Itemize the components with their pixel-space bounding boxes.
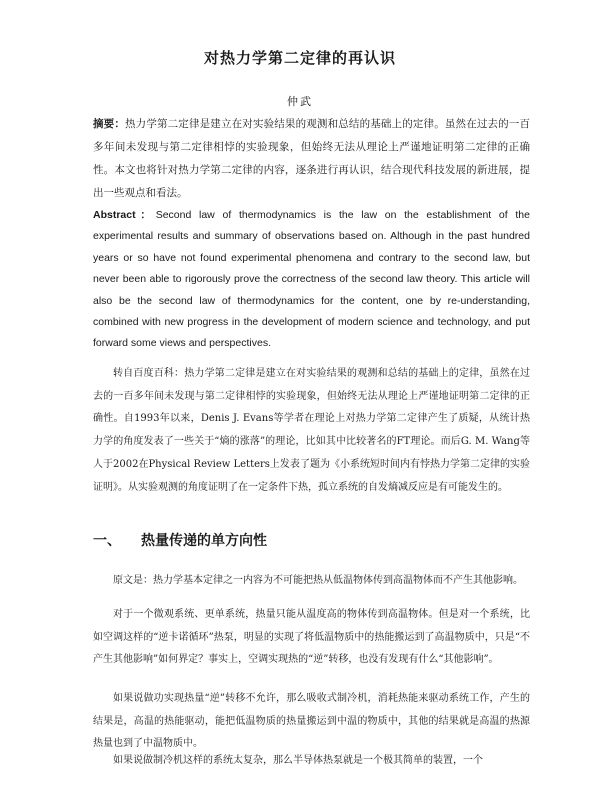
body-paragraph: 原文是：热力学基本定律之一内容为不可能把热从低温物体传到高温物体而不产生其他影响。 [113,575,523,586]
section-heading [93,530,267,550]
abstract-cn-text: 热力学第二定律是建立在对实验结果的观测和总结的基础上的定律。虽然在过去的一百多年间未发现与第二定律相悖的实验现象，但始终无法从理论上严谨地证明第二定律的正确性。本文也将针对热力学第二定律的内容，逐条进行再认识，结合现代科技发展的新进展，提出一些观点和看法。 [93,118,531,199]
abstract-en-label: Abstract： [93,209,156,221]
abstract-english [93,205,530,355]
abstract-en-text: Second law of thermodynamics is the law on the establishment of the experimental results and summary of observations based on. Although in the past hundred years or so have not found experimental phenomena and contrary to the second law, but never been able to rigorously prove the correctness of the second law theory. This article will also be the second law of thermodynamics for the content, one by re-understanding, combined with new progress in the development of modern science and technology, and put forward some views and perspectives. [93,209,530,350]
abstract-cn-label: 摘要： [93,118,125,130]
author-name: 仲武 [287,95,313,108]
body-paragraph: 对于一个微观系统、更单系统，热量只能从温度高的物体传到高温物体。但是对一个系统，比如空调这样的“逆卡诺循环”热泵，明显的实现了将低温物质中的热能搬运到了高温物质中，只是“不产生其他影响”如何界定？事实上，空调实现热的“逆”转移，也没有发现有什么“其他影响”。 [93,609,530,666]
body-paragraph: 如果说做制冷机这样的系统太复杂，那么半导体热泵就是一个极其简单的装置，一个 [113,755,483,766]
section-number: 一、 [93,533,121,549]
section-title: 热量传递的单方向性 [141,533,267,549]
baike-paragraph: 转自百度百科：热力学第二定律是建立在对实验结果的观测和总结的基础上的定律，虽然在过去的一百多年间未发现与第二定律相悖的实验现象，但始终无法从理论上严谨地证明第二定律的正确性。自1993年以来，Denis J. Evans等学者在理论上对热力学第二定律产生了质疑，从统计热力学的角度发表了一些关于“熵的涨落”的理论，比如其中比较著名的FT理论。而后G. M. Wang等人于2002在Physical Review Letters上发表了题为《小系统短时间内有悖热力学第二定律的实验证明》。从实验观测的角度证明了在一定条件下热，孤立系统的自发熵减反应是有可能发生的。 [93,368,530,493]
abstract-chinese [93,113,530,205]
page-title: 对热力学第二定律的再认识 [203,49,396,67]
body-paragraph: 如果说做功实现热量“逆”转移不允许，那么吸收式制冷机，消耗热能来驱动系统工作，产生的结果是，高温的热能驱动，能把低温物质的热量搬运到中温的物质中，其他的结果就是高温的热源热量也到了中温物质中。 [93,693,530,750]
